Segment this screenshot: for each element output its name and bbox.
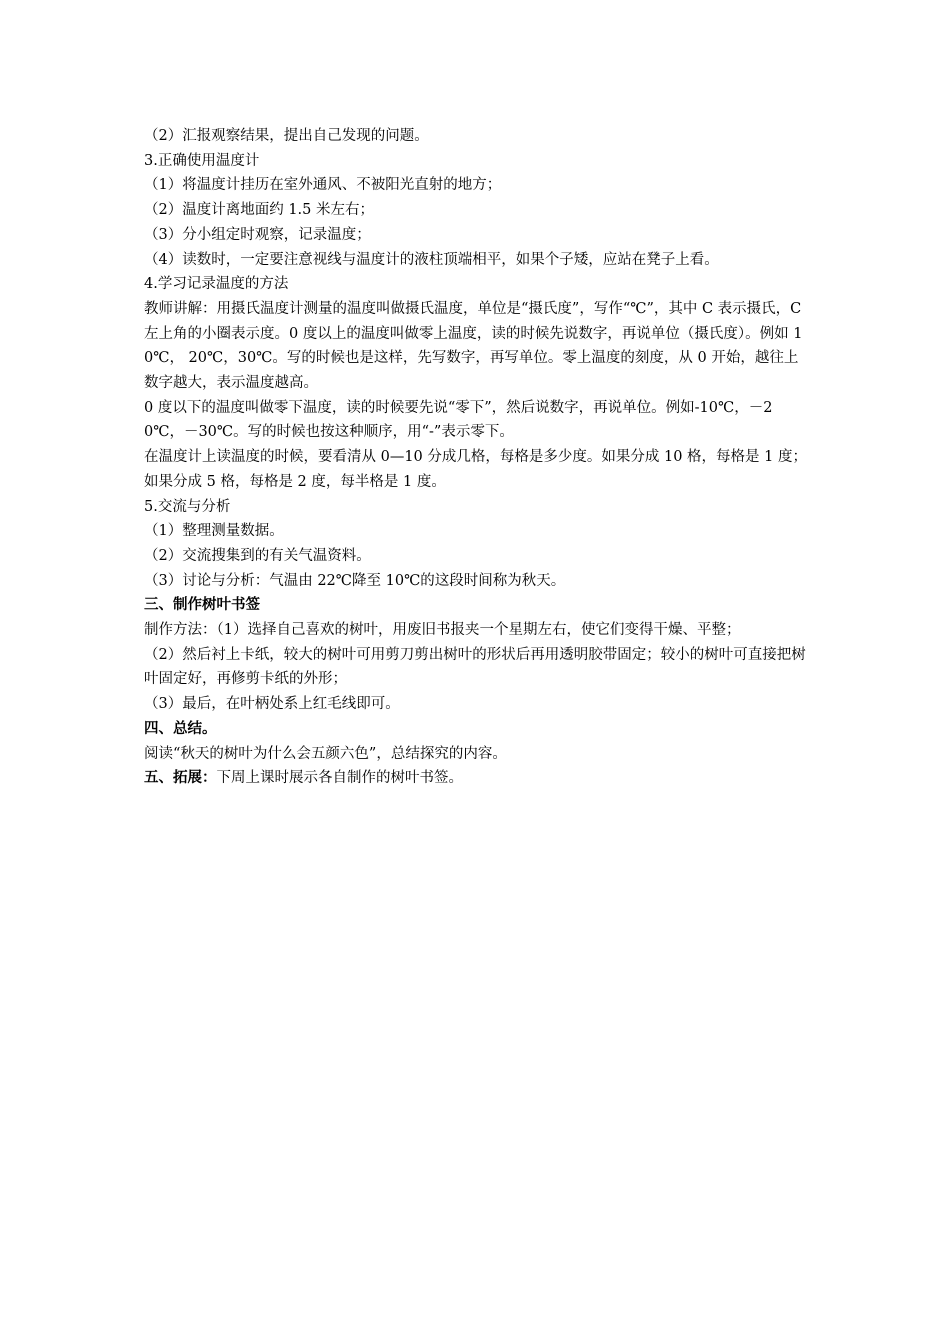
text-line: （3）分小组定时观察，记录温度； — [144, 226, 371, 243]
section-heading: 4.学习记录温度的方法 — [144, 276, 289, 293]
text-line: （4）读数时，一定要注意视线与温度计的液柱顶端相平，如果个子矮，应站在凳子上看。 — [144, 251, 719, 268]
section-heading: 3.正确使用温度计 — [144, 152, 260, 169]
text-line: （3）讨论与分析：气温由 22℃降至 10℃的这段时间称为秋天。 — [144, 572, 566, 589]
paragraph: 0 度以下的温度叫做零下温度，读的时候要先说“零下”，然后说数字，再说单位。例如-10℃，－20℃，－30℃。写的时候也按这种顺序，用“-”表示零下。 — [144, 399, 773, 441]
text-line: （1）将温度计挂历在室外通风、不被阳光直射的地方； — [144, 177, 502, 194]
document-page — [144, 124, 810, 791]
line-text: 下周上课时展示各自制作的树叶书签。 — [216, 770, 463, 787]
text-line: （3）最后，在叶柄处系上红毛线即可。 — [144, 696, 400, 713]
paragraph: （2）然后衬上卡纸，较大的树叶可用剪刀剪出树叶的形状后再用透明胶带固定；较小的树叶可直接把树叶固定好，再修剪卡纸的外形； — [144, 646, 806, 688]
text-line: （1）整理测量数据。 — [144, 523, 284, 540]
bold-heading: 四、总结。 — [144, 719, 217, 737]
final-line — [144, 766, 810, 791]
paragraph: 在温度计上读温度的时候，要看清从 0—10 分成几格，每格是多少度。如果分成 10 格，每格是 1 度；如果分成 5 格，每格是 2 度，每半格是 1 度。 — [144, 449, 808, 490]
paragraph: 教师讲解：用摄氏温度计测量的温度叫做摄氏温度，单位是“摄氏度”，写作“℃”，其中 C 表示摄氏，C 左上角的小圈表示度。0 度以上的温度叫做零上温度，读的时候先说数字，再说单位（摄氏度）。例如 10℃， 20℃，30℃。写的时候也是这样，先写数字，再写单位。零上温度的刻度，从 0 开始，越往上数字越大，表示温度越高。 — [144, 300, 803, 392]
text-line: （2）温度计离地面约 1.5 米左右； — [144, 202, 375, 219]
paragraph: 制作方法：（1）选择自己喜欢的树叶，用废旧书报夹一个星期左右，使它们变得干燥、平整； — [144, 622, 741, 639]
text-line: （2）汇报观察结果，提出自己发现的问题。 — [144, 128, 429, 144]
text-line: （2）交流搜集到的有关气温资料。 — [144, 547, 371, 564]
bold-label: 五、拓展： — [144, 769, 217, 787]
section-heading: 5.交流与分析 — [144, 498, 231, 515]
bold-heading: 三、制作树叶书签 — [144, 596, 260, 614]
text-line: 阅读“秋天的树叶为什么会五颜六色”，总结探究的内容。 — [144, 745, 507, 762]
